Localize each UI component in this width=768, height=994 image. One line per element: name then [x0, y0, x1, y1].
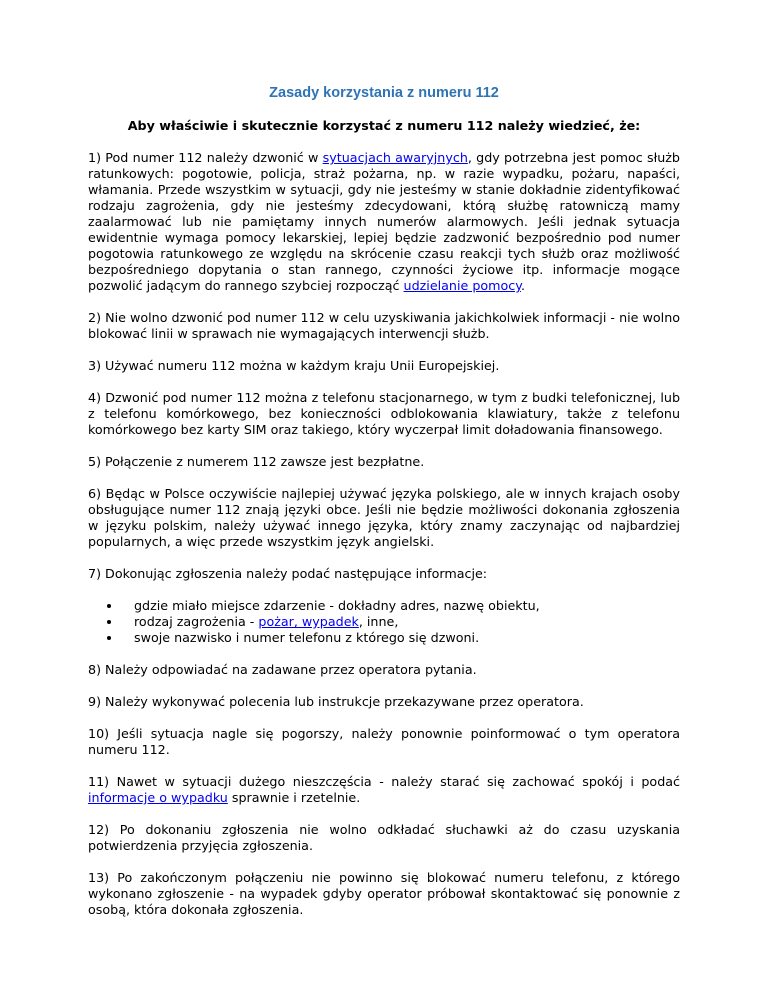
paragraph-13: 13) Po zakończonym połączeniu nie powinno się blokować numeru telefonu, z którego wykonano zgłoszenie - na wypadek gdyby operator próbował skontaktować się ponownie z osobą, która dokonała zgłoszenia. [88, 870, 680, 917]
paragraph-8: 8) Należy odpowiadać na zadawane przez operatora pytania. [88, 662, 477, 677]
list-item-location: • gdzie miało miejsce zdarzenie - dokładny adres, nazwę obiektu, [122, 598, 680, 614]
list-item-threat-text-a: rodzaj zagrożenia - [134, 614, 259, 629]
paragraph-9: 9) Należy wykonywać polecenia lub instrukcje przekazywane przez operatora. [88, 694, 584, 709]
paragraph-10: 10) Jeśli sytuacja nagle się pogorszy, należy ponownie poinformować o tym operatora numeru 112. [88, 726, 680, 757]
info-list [88, 598, 680, 646]
page-title: Zasady korzystania z numeru 112 [269, 85, 499, 101]
paragraph-1 [88, 150, 680, 294]
page-subtitle: Aby właściwie i skutecznie korzystać z numeru 112 należy wiedzieć, że: [127, 118, 641, 133]
paragraph-2: 2) Nie wolno dzwonić pod numer 112 w celu uzyskiwania jakichkolwiek informacji - nie wolno blokować linii w sprawach nie wymagających interwencji służb. [88, 310, 680, 341]
link-sytuacje-awaryjne[interactable]: sytuacjach awaryjnych [322, 150, 468, 165]
document-page [88, 0, 680, 934]
list-item-threat-text-b: , inne, [358, 614, 399, 629]
paragraph-11-text-a: 11) Nawet w sytuacji dużego nieszczęścia - należy starać się zachować spokój i podać [88, 774, 680, 789]
link-informacje-o-wypadku[interactable]: informacje o wypadku [88, 790, 228, 805]
paragraph-11-text-b: sprawnie i rzetelnie. [227, 790, 361, 805]
link-pozar-wypadek[interactable]: pożar, wypadek [258, 614, 359, 629]
paragraph-6: 6) Będąc w Polsce oczywiście najlepiej używać języka polskiego, ale w innych krajach osoby obsługujące numer 112 znają języki obce. Jeśli nie będzie możliwości dokonania zgłoszenia w języku polskim, należy używać innego języka, który znamy zaczynając od najbardziej popularnych, a więc przede wszystkim język angielski. [88, 486, 680, 549]
paragraph-1-text-c: . [520, 278, 525, 293]
paragraph-1-text-a: 1) Pod numer 112 należy dzwonić w [88, 150, 323, 165]
paragraph-3: 3) Używać numeru 112 można w każdym kraju Unii Europejskiej. [88, 358, 500, 373]
paragraph-5: 5) Połączenie z numerem 112 zawsze jest bezpłatne. [88, 454, 425, 469]
paragraph-7: 7) Dokonując zgłoszenia należy podać następujące informacje: [88, 566, 488, 581]
paragraph-4: 4) Dzwonić pod numer 112 można z telefonu stacjonarnego, w tym z budki telefonicznej, lub z telefonu komórkowego, bez konieczności odblokowania klawiatury, także z telefonu komórkowego bez karty SIM oraz takiego, który wyczerpał limit doładowania finansowego. [88, 390, 680, 437]
paragraph-11 [88, 774, 680, 806]
list-item-caller-info: • swoje nazwisko i numer telefonu z którego się dzwoni. [122, 630, 680, 646]
list-item-threat-type [122, 614, 680, 630]
paragraph-12: 12) Po dokonaniu zgłoszenia nie wolno odkładać słuchawki aż do czasu uzyskania potwierdzenia przyjęcia zgłoszenia. [88, 822, 680, 853]
paragraph-1-text-b: , gdy potrzebna jest pomoc służb ratunkowych: pogotowie, policja, straż pożarna, np. w razie wypadku, pożaru, napaści, włamania. Przede wszystkim w sytuacji, gdy nie jesteśmy w stanie dokładnie zidentyfikować rodzaju zagrożenia, gdy nie jesteśmy zdecydowani, którą służbę ratowniczą mamy zaalarmować lub nie pamiętamy innych numerów alarmowych. Jeśli jednak sytuacja ewidentnie wymaga pomocy lekarskiej, lepiej będzie zadzwonić bezpośrednio pod numer pogotowia ratunkowego ze względu na skrócenie czasu reakcji tych służb oraz możliwość bezpośredniego dopytania o stan rannego, czynności życiowe itp. informacje mogące pozwolić jadącym do rannego szybciej rozpocząć [88, 150, 680, 293]
link-udzielanie-pomocy[interactable]: udzielanie pomocy [403, 278, 521, 293]
